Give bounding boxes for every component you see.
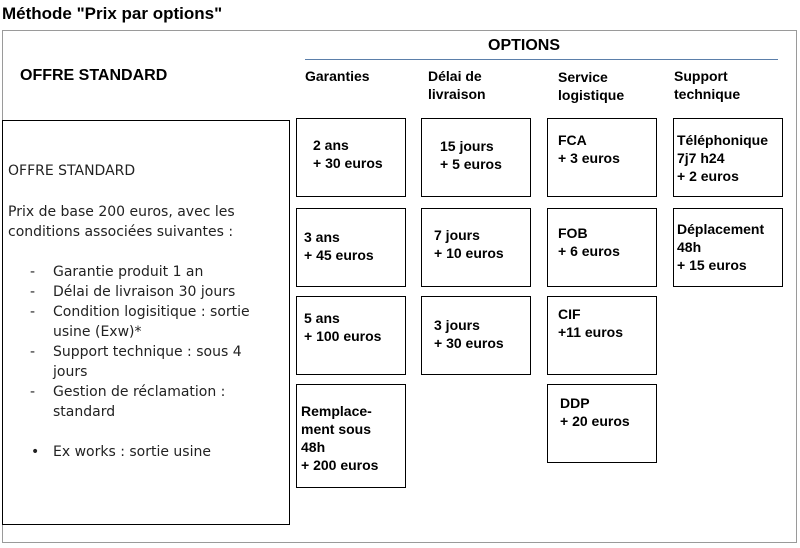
column-header-label: Garanties bbox=[305, 68, 370, 84]
options-heading: OPTIONS bbox=[488, 37, 561, 54]
note-text: Ex works : sortie usine bbox=[53, 444, 211, 460]
option-text: 3 ans + 45 euros bbox=[304, 229, 374, 263]
column-header-delai bbox=[428, 67, 486, 103]
option-text: 2 ans + 30 euros bbox=[313, 137, 383, 171]
list-item bbox=[3, 342, 289, 382]
dash-marker: - bbox=[30, 284, 36, 300]
option-box-delai-3jours bbox=[421, 296, 531, 375]
option-box-logistique-fca bbox=[547, 118, 657, 197]
option-text: 7 jours + 10 euros bbox=[434, 227, 504, 261]
list-item bbox=[3, 442, 289, 462]
column-header-label: Support technique bbox=[674, 68, 741, 102]
option-text: Remplace- ment sous 48h + 200 euros bbox=[301, 403, 379, 473]
list-item bbox=[3, 282, 289, 302]
dash-marker: - bbox=[30, 264, 36, 280]
option-text: Téléphonique 7j7 h24 + 2 euros bbox=[677, 132, 768, 184]
list-item-text: Garantie produit 1 an bbox=[53, 264, 204, 280]
list-item-text: Support technique : sous 4 jours bbox=[53, 344, 242, 380]
dash-marker: - bbox=[30, 344, 36, 360]
option-box-garantie-3ans bbox=[296, 208, 406, 287]
option-text: 3 jours + 30 euros bbox=[434, 317, 504, 351]
option-text: Déplacement 48h + 15 euros bbox=[677, 221, 765, 273]
option-box-logistique-cif bbox=[547, 296, 657, 375]
option-text: CIF +11 euros bbox=[558, 306, 623, 340]
option-box-logistique-ddp bbox=[547, 384, 657, 463]
list-item-text: Délai de livraison 30 jours bbox=[53, 284, 236, 300]
column-header-label: Délai de livraison bbox=[428, 68, 486, 102]
option-text: 15 jours + 5 euros bbox=[440, 138, 502, 172]
page-title: Méthode "Prix par options" bbox=[2, 4, 223, 23]
option-box-garantie-remplacement bbox=[296, 384, 406, 488]
option-text: DDP + 20 euros bbox=[560, 395, 630, 429]
option-box-garantie-5ans bbox=[296, 296, 406, 375]
list-item-text: Condition logisitique : sortie usine (Exw)* bbox=[53, 304, 250, 340]
option-box-logistique-fob bbox=[547, 208, 657, 287]
column-header-support bbox=[674, 67, 740, 103]
option-text: FCA + 3 euros bbox=[558, 132, 620, 166]
option-box-support-deplacement bbox=[673, 208, 783, 287]
offer-conditions-list bbox=[3, 262, 289, 462]
option-box-delai-7jours bbox=[421, 208, 531, 287]
offer-intro: Prix de base 200 euros, avec les conditions associées suivantes : bbox=[8, 204, 235, 240]
offer-standard-box bbox=[2, 120, 290, 525]
options-divider bbox=[305, 59, 778, 60]
list-item bbox=[3, 302, 289, 342]
bullet-marker: • bbox=[31, 444, 40, 460]
offer-heading: OFFRE STANDARD bbox=[20, 67, 168, 84]
list-item-text: Gestion de réclamation : standard bbox=[53, 384, 226, 420]
option-box-garantie-2ans bbox=[296, 118, 406, 197]
list-item bbox=[3, 262, 289, 282]
column-header-garanties bbox=[305, 67, 370, 85]
option-box-delai-15jours bbox=[421, 118, 531, 197]
column-header-label: Service logistique bbox=[558, 69, 625, 103]
option-box-support-telephonique bbox=[673, 118, 783, 197]
offer-box-title: OFFRE STANDARD bbox=[8, 163, 136, 179]
column-header-logistique bbox=[558, 68, 624, 104]
dash-marker: - bbox=[30, 384, 36, 400]
option-text: FOB + 6 euros bbox=[558, 225, 620, 259]
list-item bbox=[3, 382, 289, 422]
option-text: 5 ans + 100 euros bbox=[304, 310, 382, 344]
dash-marker: - bbox=[30, 304, 36, 320]
